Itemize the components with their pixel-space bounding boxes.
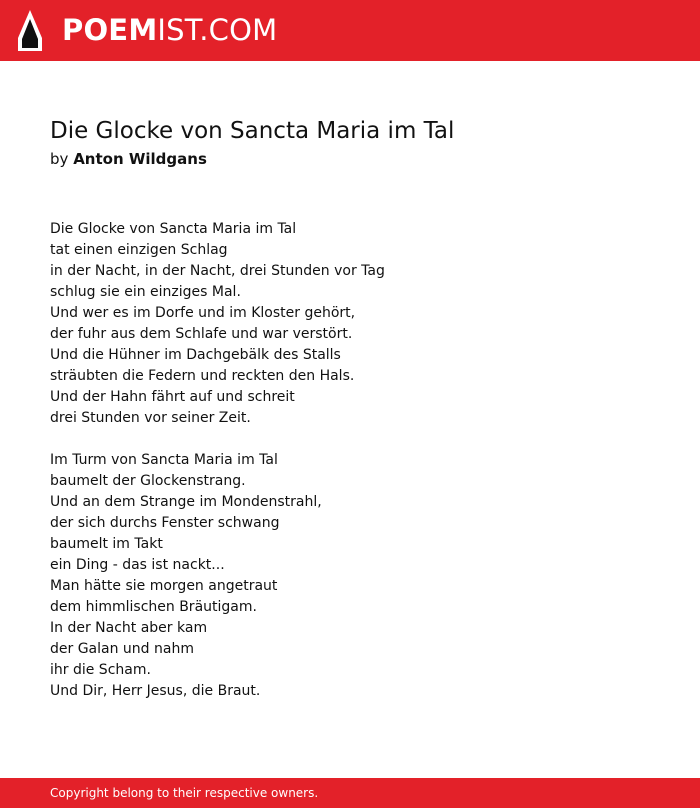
poem-line: dem himmlischen Bräutigam.	[50, 599, 257, 615]
poem-line: Und Dir, Herr Jesus, die Braut.	[50, 683, 261, 699]
poem-line: ein Ding - das ist nackt...	[50, 557, 225, 573]
poem-line: in der Nacht, in der Nacht, drei Stunden vor Tag	[50, 263, 385, 279]
brand-light-text: IST.COM	[157, 13, 278, 47]
poem-line: Im Turm von Sancta Maria im Tal	[50, 452, 278, 468]
author-name: Anton Wildgans	[73, 150, 207, 168]
poem-line: In der Nacht aber kam	[50, 620, 208, 636]
poem-stanza	[50, 219, 385, 429]
poem-line: drei Stunden vor seiner Zeit.	[50, 410, 251, 426]
brand-bold-text: POEM	[62, 13, 158, 47]
site-footer	[0, 778, 700, 808]
byline-prefix: by	[50, 150, 69, 168]
site-logo-text[interactable]	[62, 12, 277, 48]
poem-line: Und wer es im Dorfe und im Kloster gehört,	[50, 305, 356, 321]
poem-line: baumelt der Glockenstrang.	[50, 473, 246, 489]
poem-line: ihr die Scham.	[50, 662, 151, 678]
poem-stanza	[50, 450, 385, 702]
poem-line: Man hätte sie morgen angetraut	[50, 578, 278, 594]
poem-line: Und der Hahn fährt auf und schreit	[50, 389, 295, 405]
poem-line: sträubten die Federn und reckten den Hals.	[50, 368, 355, 384]
pencil-icon[interactable]	[18, 10, 42, 51]
poem-line: der Galan und nahm	[50, 641, 194, 657]
poem-line: baumelt im Takt	[50, 536, 163, 552]
poem-line: der sich durchs Fenster schwang	[50, 515, 280, 531]
poem-body	[50, 219, 385, 723]
poem-byline	[50, 149, 207, 169]
poem-line: Und die Hühner im Dachgebälk des Stalls	[50, 347, 341, 363]
poem-line: Und an dem Strange im Mondenstrahl,	[50, 494, 322, 510]
site-header	[0, 0, 700, 61]
poem-title: Die Glocke von Sancta Maria im Tal	[50, 118, 455, 144]
poem-line: der fuhr aus dem Schlafe und war verstört.	[50, 326, 353, 342]
poem-line: Die Glocke von Sancta Maria im Tal	[50, 221, 297, 237]
poem-line: tat einen einzigen Schlag	[50, 242, 228, 258]
copyright-text: Copyright belong to their respective owners.	[50, 786, 319, 800]
poem-line: schlug sie ein einziges Mal.	[50, 284, 241, 300]
